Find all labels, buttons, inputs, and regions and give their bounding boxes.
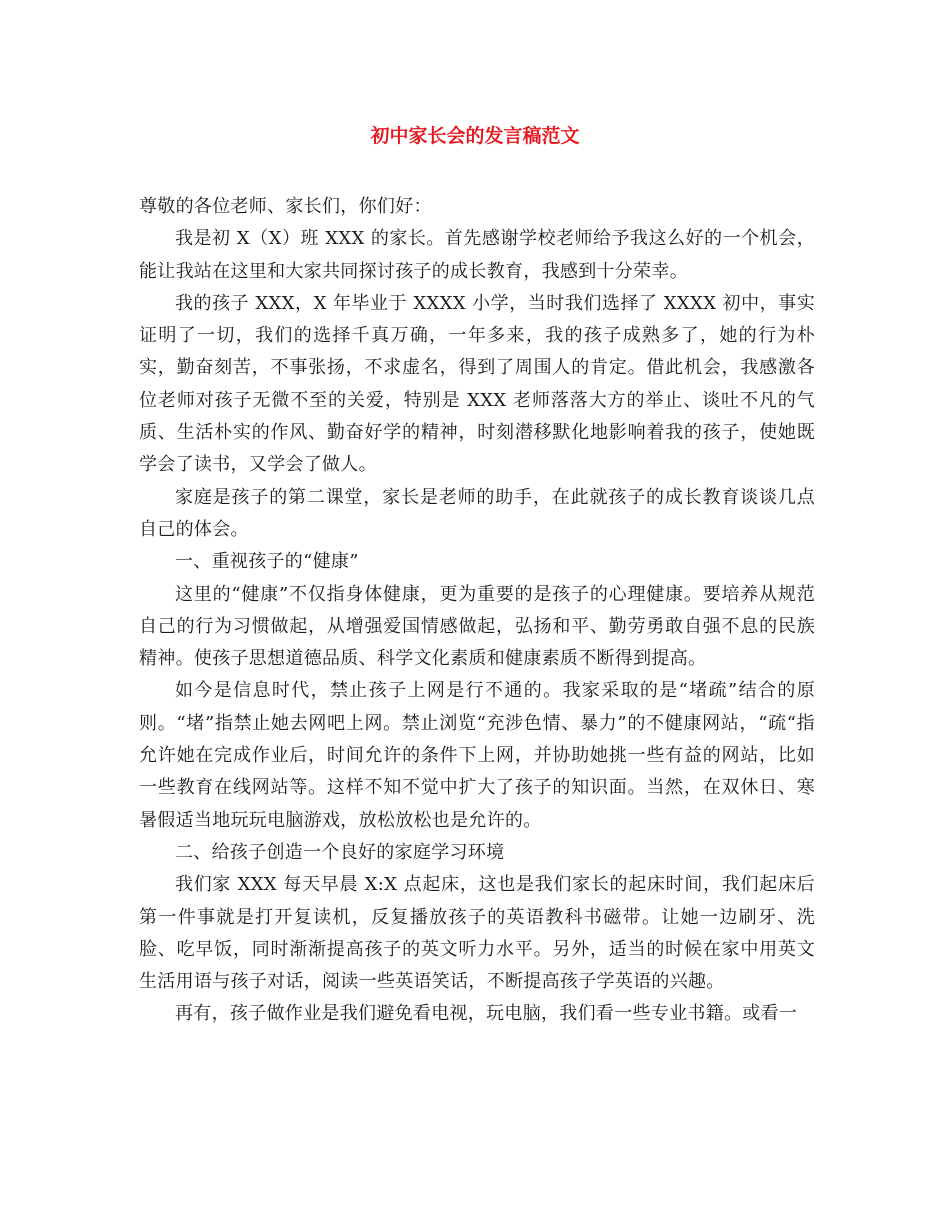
document-body: [139, 191, 815, 1031]
document-title: 初中家长会的发言稿范文: [370, 125, 580, 147]
intro-paragraph: 我是初 X（X）班 XXX 的家长。首先感谢学校老师给予我这么好的一个机会，能让我站在这里和大家共同探讨孩子的成长教育，我感到十分荣幸。: [139, 228, 815, 282]
family-classroom-paragraph: 家庭是孩子的第二课堂，家长是老师的助手，在此就孩子的成长教育谈谈几点自己的体会。: [139, 486, 815, 540]
salutation-paragraph: 尊敬的各位老师、家长们，你们好：: [139, 196, 432, 217]
section-heading-environment: 二、给孩子创造一个良好的家庭学习环境: [175, 841, 505, 863]
section-heading-health: 一、重视孩子的“健康”: [175, 551, 359, 573]
health-paragraph: 这里的“健康”不仅指身体健康，更为重要的是孩子的心理健康。要培养从规范自己的行为习惯做起，从增强爱国情感做起，弘扬和平、勤劳勇敢自强不息的民族精神。使孩子思想道德品质、科学文化素质和健康素质不断得到提高。: [139, 583, 815, 670]
morning-routine-paragraph: 我们家 XXX 每天早晨 X:X 点起床，这也是我们家长的起床时间，我们起床后第一件事就是打开复读机，反复播放孩子的英语教科书磁带。让她一边刷牙、洗脸、吃早饭，同时渐渐提高孩子的英文听力水平。另外，适当的时候在家中用英文生活用语与孩子对话，阅读一些英语笑话，不断提高孩子学英语的兴趣。: [139, 874, 815, 993]
homework-paragraph: 再有，孩子做作业是我们避免看电视，玩电脑，我们看一些专业书籍。或看一: [175, 1003, 798, 1025]
child-background-paragraph: 我的孩子 XXX，X 年毕业于 XXXX 小学，当时我们选择了 XXXX 初中，事实证明了一切，我们的选择千真万确，一年多来，我的孩子成熟多了，她的行为朴实，勤奋刻苦，不事张扬，不求虚名，得到了周围人的肯定。借此机会，我感激各位老师对孩子无微不至的关爱，特别是 XXX 老师落落大方的举止、谈吐不凡的气质、生活朴实的作风、勤奋好学的精神，时刻潜移默化地影响着我的孩子，使她既学会了读书，又学会了做人。: [139, 292, 815, 476]
internet-paragraph: 如今是信息时代，禁止孩子上网是行不通的。我家采取的是“堵疏”结合的原则。“堵”指禁止她去网吧上网。禁止浏览“充涉色情、暴力”的不健康网站，“疏“指允许她在完成作业后，时间允许的条件下上网，并协助她挑一些有益的网站，比如一些教育在线网站等。这样不知不觉中扩大了孩子的知识面。当然，在双休日、寒暑假适当地玩玩电脑游戏，放松放松也是允许的。: [139, 680, 815, 831]
